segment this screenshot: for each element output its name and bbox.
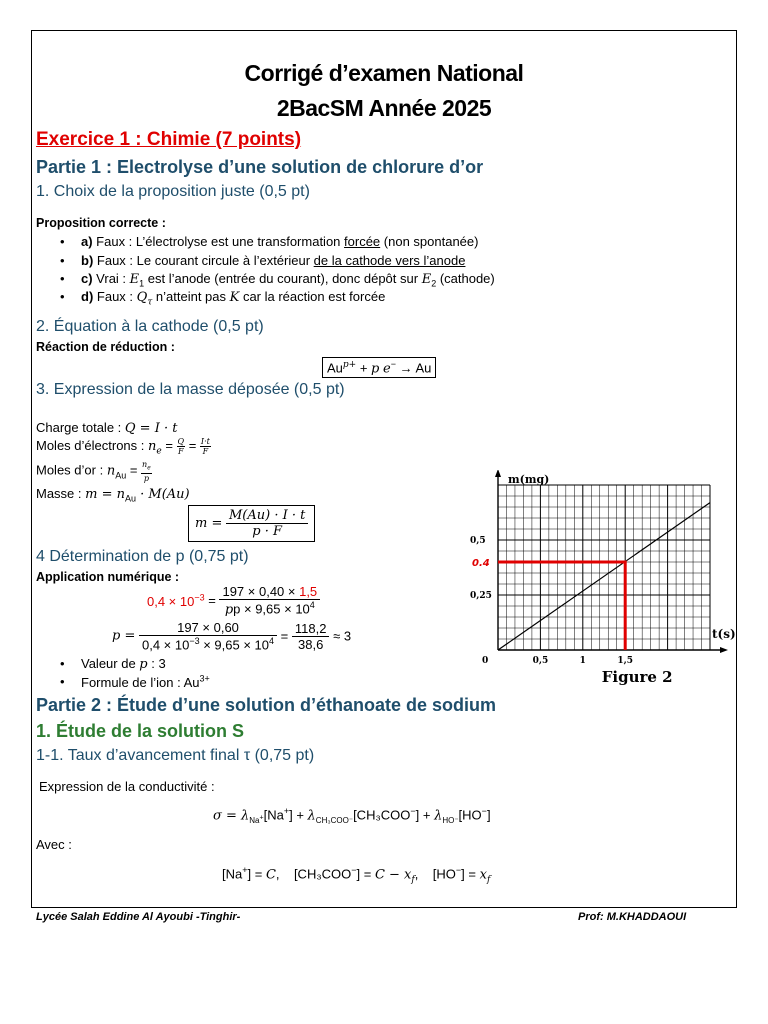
x-tick-label: 1,5 (617, 656, 634, 666)
q1-label: Proposition correcte : (36, 216, 166, 230)
chart-grid (498, 485, 710, 650)
cathode-equation: $Au^{p+} + p$ e− → Au (322, 357, 436, 378)
gold-moles-line: Moles d’or : $n_{Au}$ = $\frac{n_e}{p}$ (36, 460, 151, 483)
conductivity-equation: $\sigma = \lambda_{Na^+}[Na^+] + \lambda_{CH_3COO^-}[CH_3COO^-] + \lambda_{HO^-}[HO^-]$ (213, 806, 491, 825)
q4-label: Application numérique : (36, 570, 180, 584)
figure2-chart (440, 470, 740, 700)
x-axis-label: t(s) (712, 627, 736, 641)
application-equation-1: $0,4 \times 10^{-3}$ = $\frac{197 \times 0,40 \times 1,5}{pp \times 9,65 \times 10^4}$ (147, 584, 320, 617)
section-s1-title: 1. Étude de la solution S (36, 721, 245, 741)
part1-title: Partie 1 : Electrolyse d’une solution de chlorure d’or (36, 157, 484, 177)
charge-line: Charge totale : Q = I · t (36, 420, 178, 436)
y-axis-label: m(mg) (508, 473, 550, 486)
chart-title: Figure 2 (601, 668, 673, 686)
x-tick-label: 0 (482, 656, 489, 666)
q2-label: Réaction de réduction : (36, 340, 175, 354)
q1-item-b: • b) Faux : Le courant circule à l’extérieur de la cathode vers l’anode (60, 253, 465, 268)
q1-item-a: • a) Faux : L’électrolyse est une transformation forcée (non spontanée) (60, 234, 478, 249)
footer-school: Lycée Salah Eddine Al Ayoubi -Tinghir- (36, 911, 241, 923)
conductivity-label: Expression de la conductivité : (39, 779, 215, 794)
q3-title: 3. Expression de la masse déposée (0,5 pt) (36, 381, 345, 398)
q4-title: 4 Détermination de p (0,75 pt) (36, 548, 249, 565)
page-title-line2: 2BacSM Année 2025 (276, 95, 492, 121)
part2-title: Partie 2 : Étude d’une solution d’éthanoate de sodium (36, 695, 497, 715)
footer-teacher: Prof: M.KHADDAOUI (578, 911, 687, 923)
mass-formula-box: m = $\frac{M(Au) \cdot I \cdot t}{p \cdot F}$ (188, 505, 315, 542)
avec-label: Avec : (36, 837, 72, 852)
q4-bullet-ion: • Formule de l’ion : $Au^{3+}$ (60, 674, 210, 690)
y-axis-arrow (495, 470, 501, 477)
x-axis-arrow (720, 647, 728, 653)
x-tick-label: 0,5 (532, 656, 549, 666)
application-equation-2: p = $\frac{197 \times 0,60}{0,4 \times 10^{-3} \times 9,65 \times 10^4}$ = $\frac{118,2}{38,6}$ ≈ 3 (112, 620, 352, 653)
mass-line: Masse : $m = n_{Au} \cdot M(Au)$ (36, 486, 190, 504)
y-tick-label: 0,25 (470, 591, 492, 601)
q1-item-d: • d) Faux : $Q_\tau$ n’atteint pas K car la réaction est forcée (60, 289, 385, 308)
q1-title: 1. Choix de la proposition juste (0,5 pt) (36, 183, 310, 200)
q1-item-c: • c) Vrai : $E_1$ est l’anode (entrée du courant), donc dépôt sur $E_2$ (cathode) (60, 271, 495, 289)
y-tick-label: 0,5 (470, 536, 486, 546)
annotation-label: 0.4 (472, 558, 490, 569)
concentrations-equation: [Na+] = C, $[CH_3COO^-] = C - x_f$, $[HO^-] = x_f$ (222, 865, 491, 885)
exercise1-title: Exercice 1 : Chimie (7 points) (36, 129, 302, 150)
q4-bullet-value: • Valeur de p : 3 (60, 656, 166, 672)
page-title-line1: Corrigé d’examen National (244, 60, 524, 86)
electrons-line: Moles d’électrons : $n_e$ = $\frac{Q}{F}$ = $\frac{I\cdot t}{F}$ (36, 437, 210, 457)
x-tick-label: 1 (579, 656, 586, 666)
q11-title: 1-1. Taux d’avancement final τ (0,75 pt) (36, 747, 315, 764)
q2-title: 2. Équation à la cathode (0,5 pt) (36, 318, 264, 335)
